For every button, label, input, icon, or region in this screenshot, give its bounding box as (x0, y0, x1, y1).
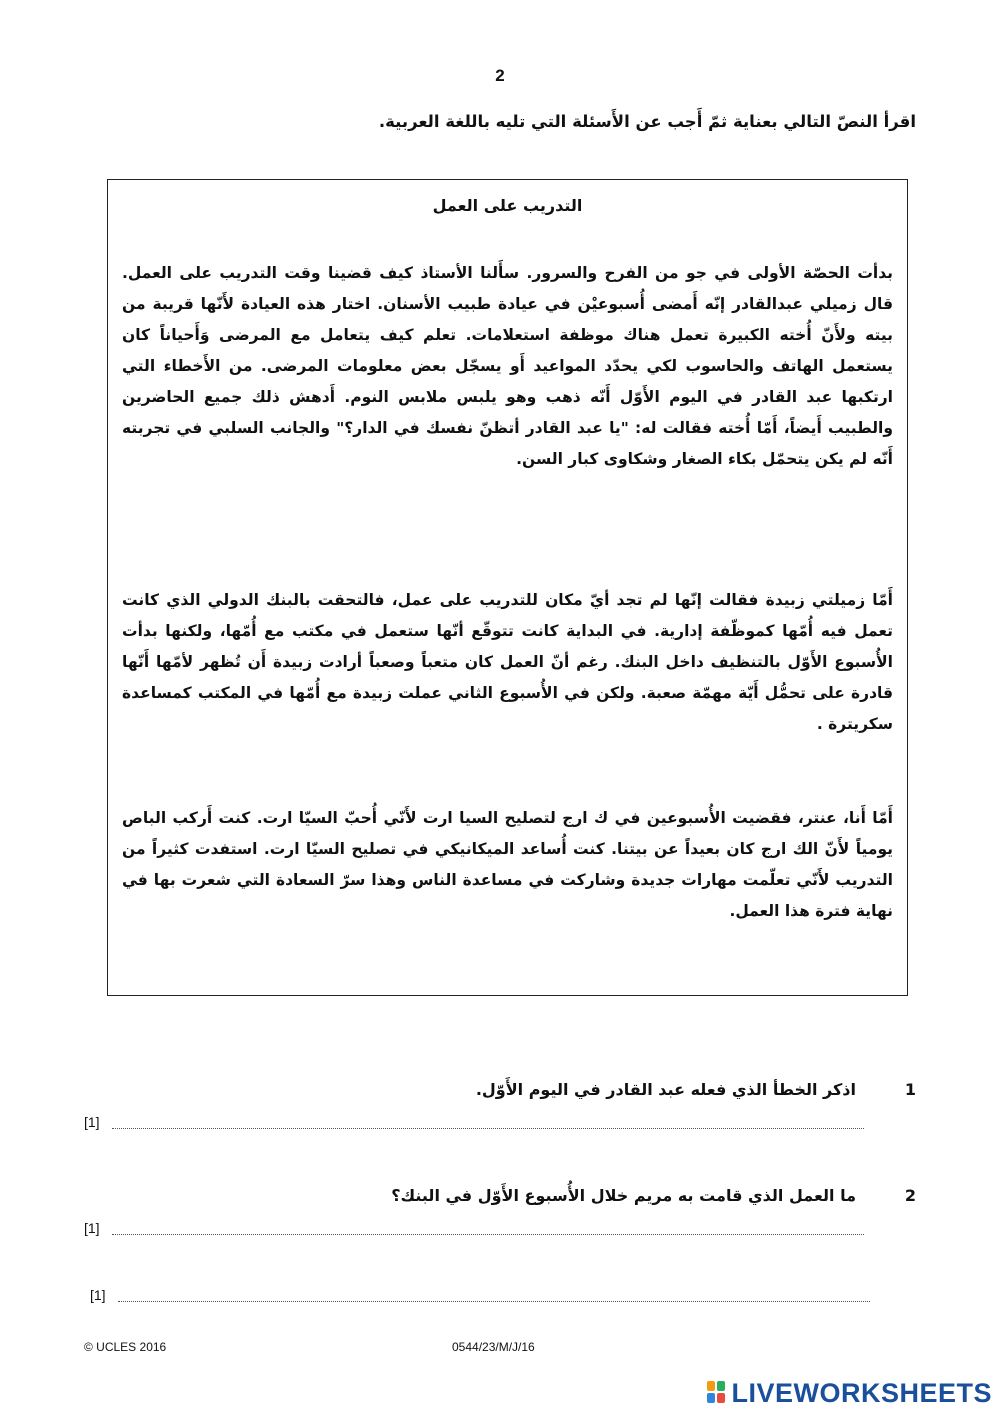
question-1 (86, 1080, 916, 1099)
answer-2-dots (112, 1234, 864, 1235)
answer-3-dots (118, 1301, 870, 1302)
passage-paragraph-1: بدأت الحصّة الأولى في جو من الفرح والسرور. سأَلنا الأستاذ كيف قضينا وقت التدريب على العمل. قال زميلي عبدالقادر إنّه أَمضى أُسبوعيْن في عيادة طبيب الأسنان. اختار هذه العيادة لأَنّها قريبة من بيته ولأَنّ أُخته الكبيرة تعمل هناك موظفة استعلامات. تعلم كيف يتعامل مع المرضى وَأَحياناً كان يستعمل الهاتف والحاسوب لكي يحدّد المواعيد أَو يسجّل بعض معلومات المرضى. من الأَخطاء التي ارتكبها عبد القادر في اليوم الأَوّل أَنّه ذهب وهو يلبس ملابس النوم. أَدهش ذلك جميع الحاضرين والطبيب أَيضاً، أَمّا أُخته فقالت له: "يا عبد القادر أتظنّ نفسك في الدار؟" والجانب السلبي في تجربته أَنّه لم يكن يتحمّل بكاء الصغار وشكاوى كبار السن. (122, 264, 893, 468)
passage-paragraph-2: أَمّا زميلتي زبيدة فقالت إنّها لم تجد أيّ مكان للتدريب على عمل، فالتحقت بالبنك الدولي الذي كانت تعمل فيه أُمّها كموظّفة إدارية. في البداية كانت تتوقّع أنّها ستعمل في مكتب مع أُمّها، ولكنها بدأت الأُسبوع الأَوّل بالتنظيف داخل البنك. رغم أنّ العمل كان متعباً وصعباً أرادت زبيدة أَن تُظهر لأمّها أَنّها قادرة على تحمُّل أَيّة مهمّة صعبة. ولكن في الأُسبوع الثاني عملت زبيدة مع أُمّها في المكتب كمساعدة سكريترة . (122, 591, 893, 733)
passage-box (107, 179, 908, 996)
brand-logo-link[interactable] (707, 1378, 992, 1408)
passage-paragraph-3: أَمّا أَنا، عنتر، فقضيت الأُسبوعين في ك ارج لتصليح السيا ارت لأَنّي أُحبّ السيّا ارت. كنت أَركب الباص يومياً لأَنّ الك ارج كان بعيداً عن بيتنا. كنت أُساعد الميكانيكي في تصليح السيّا ارت. استفدت كثيراً من التدريب لأَنّي تعلّمت مهارات جديدة وشاركت في مساعدة الناس وهذا سرّ السعادة التي شعرت بها في نهاية فترة هذا العمل. (122, 809, 893, 920)
liveworksheets-logo-icon (707, 1381, 727, 1405)
footer-code: 0544/23/M/J/16 (452, 1340, 535, 1354)
question-2-number: 2 (904, 1186, 916, 1205)
page-number: 2 (495, 66, 505, 85)
answer-line-3[interactable] (90, 1287, 870, 1307)
answer-1-mark: [1] (84, 1114, 100, 1130)
instruction: اقرأ النصّ التالي بعناية ثمّ أَجب عن الأَسئلة التي تليه باللغة العربية. (378, 112, 916, 131)
question-2 (86, 1186, 916, 1205)
passage-title: التدريب على العمل (432, 196, 583, 215)
answer-line-1[interactable] (84, 1114, 864, 1134)
question-1-number: 1 (904, 1080, 916, 1099)
answer-1-dots (112, 1128, 864, 1129)
brand-text: LIVEWORKSHEETS (731, 1377, 992, 1408)
answer-line-2[interactable] (84, 1220, 864, 1240)
answer-3-mark: [1] (90, 1287, 106, 1303)
question-2-text: ما العمل الذي قامت به مريم خلال الأُسبوع الأَوّل في البنك؟ (391, 1186, 856, 1205)
answer-2-mark: [1] (84, 1220, 100, 1236)
footer-copyright: © UCLES 2016 (84, 1340, 167, 1354)
question-1-text: اذكر الخطأ الذي فعله عبد القادر في اليوم الأَوّل. (475, 1080, 856, 1099)
